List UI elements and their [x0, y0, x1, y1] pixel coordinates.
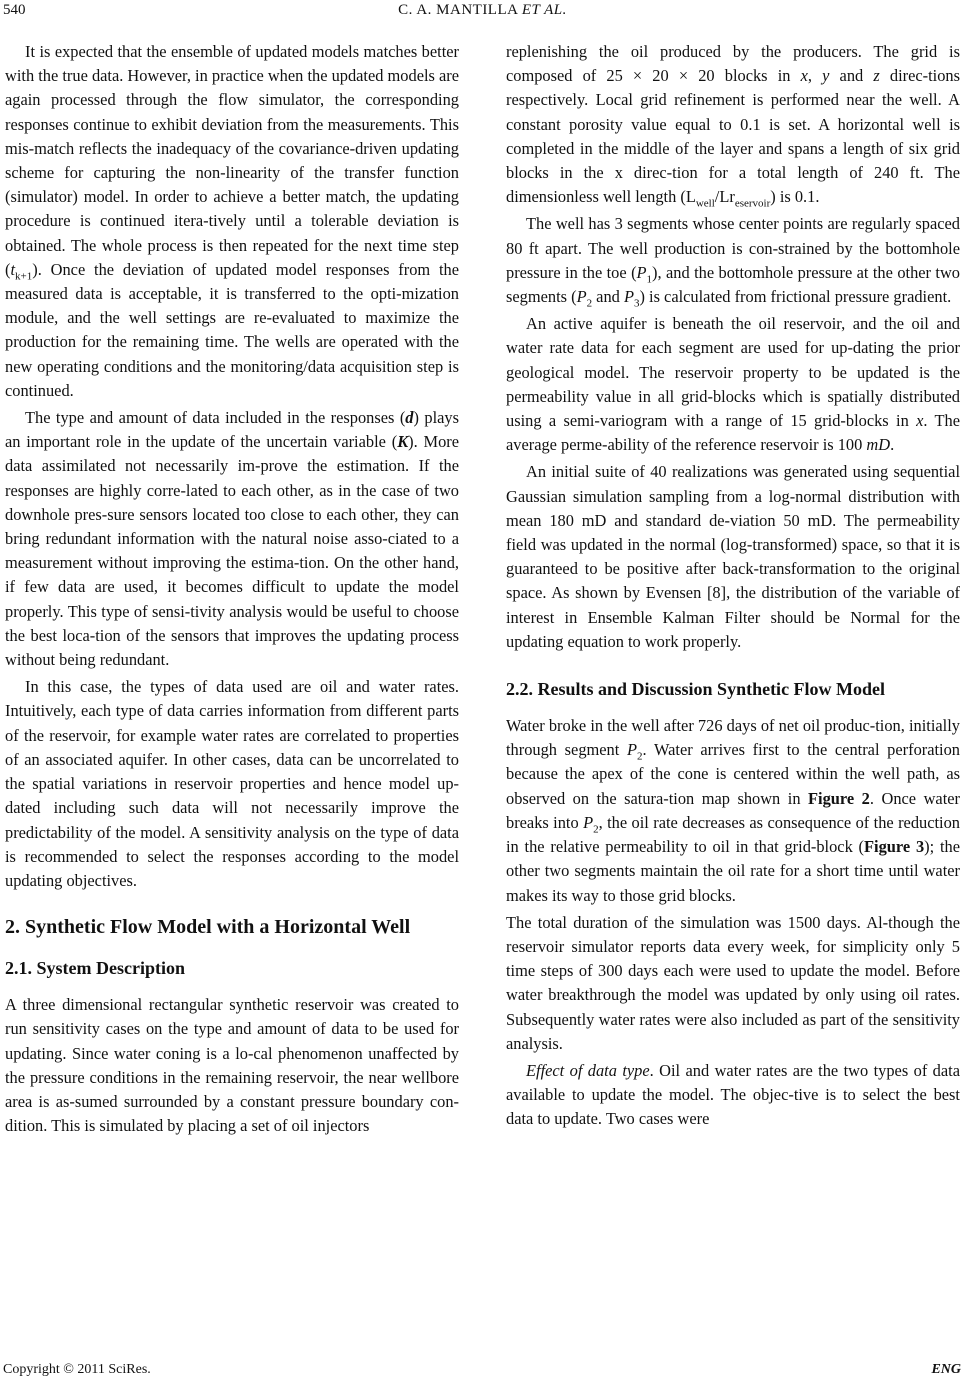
right-column	[506, 40, 960, 1132]
paragraph: replenishing the oil produced by the producers. The grid is composed of 25 × 20 × 20 blocks in x, y and z direc-tions respectively. Local grid refinement is performed near the well. A constant porosity value equal to 0.1 is set. A horizontal well is completed in the middle of the layer and spans a length of six grid blocks in the x direc-tion for a total length of 240 ft. The dimensionless well length $(L_{well}/Lr_{eservoir})$ is 0.1.	[506, 42, 960, 210]
running-head-authors: C. A. MANTILLA	[398, 2, 518, 18]
paragraph: In this case, the types of data used are oil and water rates. Intuitively, each type of data carries information from different parts of the reservoir, for example water rates are correlated to properties of an associated aquifer. In other cases, data can be uncorrelated to the spatial variations in reservoir properties and hence model up-dated including such data will not necessarily improve the predictability of the model. A sensitivity analysis on the type of data is recommended to select the responses according to the model updating objectives.	[5, 677, 459, 890]
subsection-heading: 2.1. System Description	[5, 958, 185, 979]
figure-reference[interactable]: Figure 3	[864, 837, 925, 857]
copyright-footer: Copyright © 2011 SciRes.	[3, 1362, 151, 1377]
subsection-heading: 2.2. Results and Discussion Synthetic Flow Model	[506, 679, 886, 700]
paragraph: An initial suite of 40 realizations was generated using sequential Gaussian simulation sampling from a log-normal distribution with mean 180 mD and standard de-viation 50 mD. The permeability field was updated in the normal (log-transformed) space, so that it is guaranteed to be positive after back-transformation to the original space. As shown by Evensen [8], the distribution of the variable of interest in Ensemble Kalman Filter should be Normal for the updating equation to work properly.	[506, 462, 960, 651]
figure-reference[interactable]: Figure 2	[808, 788, 870, 808]
paragraph: Water broke in the well after 726 days of net oil produc-tion, initially through segment $P_2$. Water arrives first to the central perforation because the apex of the cone is centered within the well path, as observed on the satura-tion map shown in Figure 2. Once water breaks into $P_2$, the oil rate decreases as consequence of the reduction in the relative permeability to oil in that grid-block (Figure 3); the other two segments maintain the oil rate for a short time until water makes its way to those grid blocks.	[506, 716, 960, 905]
running-head-et-al: ET AL.	[521, 2, 567, 18]
page-number: 540	[3, 2, 26, 18]
paragraph: Effect of data type. Oil and water rates are the two types of data available to update the model. The objec-tive is to select the best data to update. Two cases were	[506, 1060, 960, 1129]
journal-footer: ENG	[931, 1362, 961, 1377]
paragraph: It is expected that the ensemble of updated models matches better with the true data. However, in practice when the updated models are again processed through the flow simulator, the corresponding responses continue to exhibit deviation from the measurements. This mis-match reflects the inadequacy of the covariance-driven updating scheme for capturing the non-linearity of the transfer function (simulator) model. In order to achieve a better match, the updating procedure is continued itera-tively until a tolerable deviation is obtained. The whole process is then repeated for the next time step $(t_{k+1})$. Once the deviation of updated model responses from the measured data is acceptable, it is transferred to the opti-mization module, and the well settings are re-evaluated to maximize the production for the remaining time. The wells are operated with the new operating conditions and the monitoring/data acquisition step is continued.	[5, 42, 460, 400]
paragraph: The type and amount of data included in the responses (d) plays an important role in the update of the uncertain variable (K). More data assimilated not necessarily im-prove the estimation. If the responses are highly corre-lated to each other, as in the case of two downhole pres-sure sensors located too close to each other, they can bring redundant information with the natural noise asso-ciated to a measurement without improving the estima-tion. On the other hand, if few data are used, it becomes difficult to update the model properly. This type of sensi-tivity analysis would be useful to choose the best loca-tion of the sensors that improves the updating process without being redundant.	[5, 408, 459, 670]
paragraph: The total duration of the simulation was 1500 days. Al-though the reservoir simulator reports data every week, for simplicity only 5 time steps of 300 days each were used to update the model. Before water breakthrough the model was updated by only using oil rates. Subsequently water rates were also included as part of the sensitivity analysis.	[506, 912, 960, 1053]
left-column	[5, 40, 459, 1138]
section-heading: 2. Synthetic Flow Model with a Horizontal Well	[5, 916, 411, 939]
paragraph: The well has 3 segments whose center points are regularly spaced 80 ft apart. The well production is con-strained by the bottomhole pressure in the toe $(P_1)$, and the bottomhole pressure at the other two segments ($P_2$ and $P_3$) is calculated from frictional pressure gradient.	[506, 214, 960, 310]
running-head	[0, 2, 965, 19]
paragraph: An active aquifer is beneath the oil reservoir, and the oil and water rate data for each segment are used for up-dating the prior geological model. The reservoir property to be updated is the permeability value in all grid-blocks which is spatially distributed using a semi-variogram with a range of 15 grid-blocks in x. The average perme-ability of the reference reservoir is 100 mD.	[506, 314, 960, 455]
paragraph: A three dimensional rectangular synthetic reservoir was created to run sensitivity cases on the type and amount of data to be used for updating. Since water coning is a lo-cal phenomenon unaffected by the pressure conditions in the remaining reservoir, the near wellbore area is as-sumed surrounded by a constant pressure boundary con-dition. This is simulated by placing a set of oil injectors	[5, 995, 459, 1136]
